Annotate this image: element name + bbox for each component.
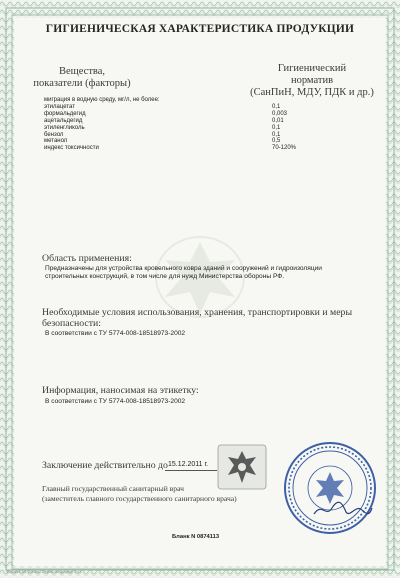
table-row: миграция в водную среду, мг/л, не более: [44,97,160,103]
substances-column-header: Вещества, показатели (факторы) [33,66,131,89]
table-row: индекс токсичности 70-120% [44,145,297,152]
table-row: метанол 0,5 [44,138,281,145]
table-row: ацетальдегид 0,01 [44,117,284,124]
blank-number: Бланк N 0874113 [172,534,220,540]
signature-icon [312,498,374,520]
table-row: этилацетат 0,1 [44,103,281,110]
norm-column-header: Гигиенический норматив (СанПиН, МДУ, ПДК и др.) [250,63,374,98]
label-info-label: Информация, наносимая на этикетку: [42,385,199,396]
scope-text: Предназначены для устройства кровельного ковра зданий и сооружений и гидроизоляции строительных конструкций, в том числе для нужд Министерства обороны РФ. [45,265,322,281]
conclusion-label: Заключение действительно до [42,460,168,471]
substances-table [44,97,364,152]
label-info-text: В соответствии с ТУ 5774-008-18518973-2002 [45,398,186,405]
conclusion-date: 15.12.2011 г. [168,461,209,468]
table-row: этиленгликоль 0,1 [44,124,281,131]
footer-note: Формат А4. Бланк. Серия по форме 1 ст. [6,569,82,574]
conditions-label: Необходимые условия использования, хранения, транспортировки и меры безопасности: [42,307,353,329]
official-stamp-icon [282,440,378,536]
conditions-text: В соответствии с ТУ 5774-008-18518973-2002 [45,330,186,337]
table-row: формальдегид 0,003 [44,110,288,117]
table-row: бензол 0,1 [44,131,281,138]
chief-doctor-caption: Главный государственный санитарный врач (заместитель главного государственного санитарного врача) [42,484,237,503]
document-title: ГИГИЕНИЧЕСКАЯ ХАРАКТЕРИСТИКА ПРОДУКЦИИ [45,23,355,35]
scope-label: Область применения: [42,253,132,264]
